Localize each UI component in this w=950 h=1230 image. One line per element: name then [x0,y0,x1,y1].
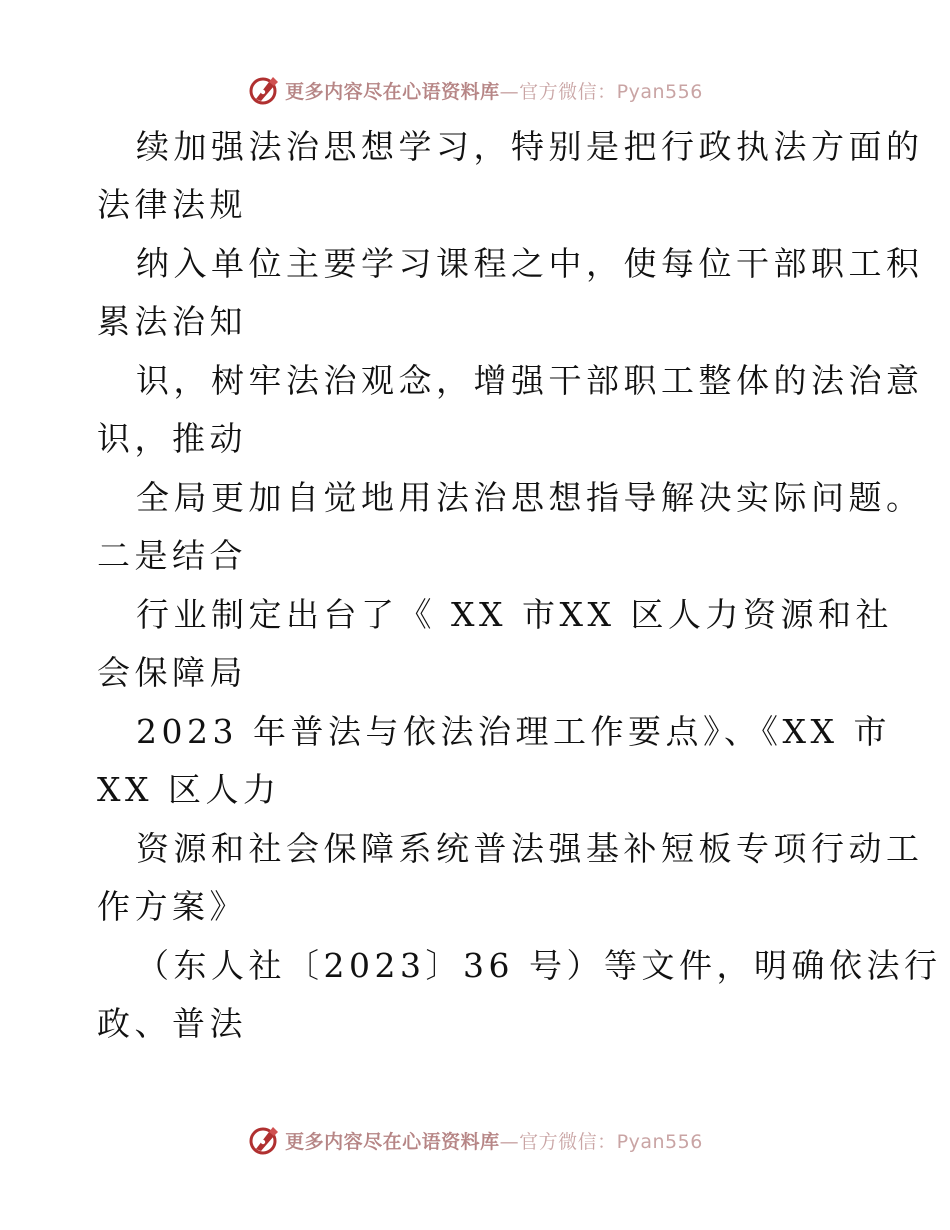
pen-nib-logo-icon [247,73,281,107]
footer-site-text: 更多内容尽在心语资料库 [285,1130,500,1153]
body-line: 2023 年普法与依法治理工作要点》、《XX 市 [136,712,891,751]
body-line: 纳入单位主要学习课程之中，使每位干部职工积 [136,244,924,283]
body-line: 作方案》 [97,887,247,926]
footer-watermark-text [285,1127,703,1154]
header-dash: — [499,80,520,103]
body-line: 政、普法 [97,1004,247,1043]
body-line: XX 区人力 [97,770,281,809]
body-line: 续加强法治思想学习，特别是把行政执法方面的 [136,127,924,166]
body-line: （东人社〔2023〕36 号）等文件，明确依法行 [136,946,942,985]
body-line: 累法治知 [97,302,247,341]
body-line: 全局更加自觉地用法治思想指导解决实际问题。 [136,478,924,517]
header-contact-text: 官方微信：Pyan556 [519,80,703,103]
footer-contact-text: 官方微信：Pyan556 [519,1130,703,1153]
header-site-text: 更多内容尽在心语资料库 [285,80,500,103]
header-watermark-banner [0,70,950,110]
body-line: 法律法规 [97,185,247,224]
pen-nib-logo-icon [247,1123,281,1157]
body-line: 会保障局 [97,653,247,692]
body-line: 识，推动 [97,419,247,458]
body-line: 资源和社会保障系统普法强基补短板专项行动工 [136,829,924,868]
body-line: 行业制定出台了《 XX 市XX 区人力资源和社 [136,595,893,634]
header-watermark-text [285,77,703,104]
footer-watermark-banner [0,1120,950,1160]
body-line: 识，树牢法治观念，增强干部职工整体的法治意 [136,361,924,400]
footer-dash: — [499,1130,520,1153]
body-line: 二是结合 [97,536,247,575]
